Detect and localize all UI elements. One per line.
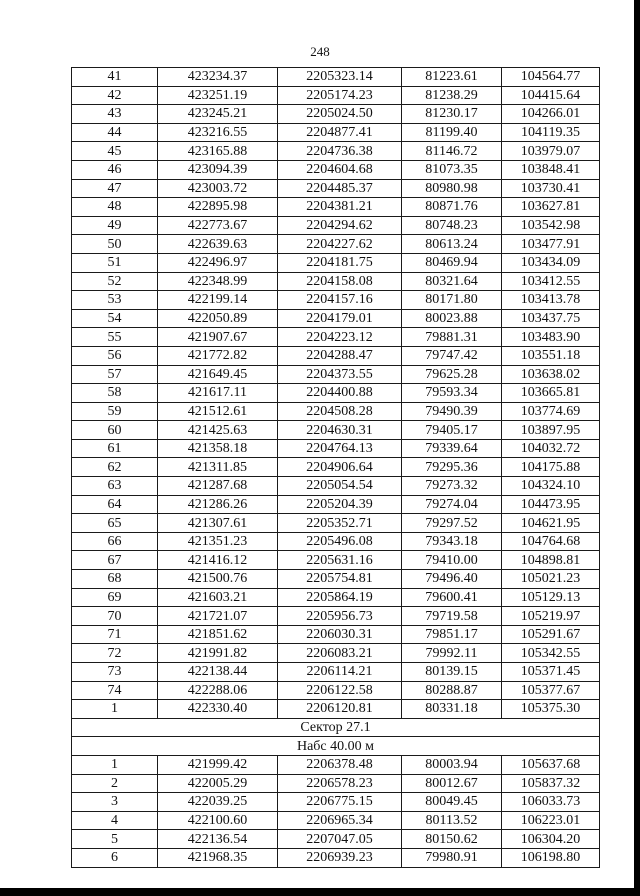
page-number: 248 xyxy=(310,44,330,59)
local-x-cell: 80321.64 xyxy=(402,272,502,291)
point-number-cell: 46 xyxy=(72,160,158,179)
coord-y-cell: 2204906.64 xyxy=(278,458,402,477)
table-row xyxy=(72,663,600,682)
table-row xyxy=(72,495,600,514)
local-y-cell: 105637.68 xyxy=(502,755,600,774)
coord-x-cell: 423094.39 xyxy=(158,160,278,179)
point-number-cell: 1 xyxy=(72,755,158,774)
local-x-cell: 79405.17 xyxy=(402,421,502,440)
table-row xyxy=(72,384,600,403)
table-row xyxy=(72,179,600,198)
local-x-cell: 81146.72 xyxy=(402,142,502,161)
point-number-cell: 5 xyxy=(72,830,158,849)
local-y-cell: 105377.67 xyxy=(502,681,600,700)
scan-edge-right xyxy=(634,0,640,896)
table-row xyxy=(72,402,600,421)
point-number-cell: 54 xyxy=(72,309,158,328)
coord-y-cell: 2205174.23 xyxy=(278,86,402,105)
local-y-cell: 104032.72 xyxy=(502,439,600,458)
point-number-cell: 1 xyxy=(72,700,158,719)
table-row xyxy=(72,86,600,105)
coord-x-cell: 421351.23 xyxy=(158,532,278,551)
local-x-cell: 81230.17 xyxy=(402,105,502,124)
local-y-cell: 103477.91 xyxy=(502,235,600,254)
point-number-cell: 58 xyxy=(72,384,158,403)
table-row xyxy=(72,309,600,328)
coord-x-cell: 423003.72 xyxy=(158,179,278,198)
coord-y-cell: 2205496.08 xyxy=(278,532,402,551)
coord-y-cell: 2204381.21 xyxy=(278,198,402,217)
local-y-cell: 105021.23 xyxy=(502,570,600,589)
local-x-cell: 80023.88 xyxy=(402,309,502,328)
point-number-cell: 51 xyxy=(72,253,158,272)
local-y-cell: 103979.07 xyxy=(502,142,600,161)
local-y-cell: 103665.81 xyxy=(502,384,600,403)
coord-x-cell: 423165.88 xyxy=(158,142,278,161)
coordinates-table xyxy=(71,67,600,868)
local-x-cell: 79496.40 xyxy=(402,570,502,589)
local-y-cell: 103897.95 xyxy=(502,421,600,440)
table-section-b xyxy=(72,755,600,867)
coord-y-cell: 2204179.01 xyxy=(278,309,402,328)
local-x-cell: 80871.76 xyxy=(402,198,502,217)
coord-y-cell: 2205204.39 xyxy=(278,495,402,514)
point-number-cell: 44 xyxy=(72,123,158,142)
coord-y-cell: 2205323.14 xyxy=(278,68,402,87)
point-number-cell: 45 xyxy=(72,142,158,161)
scan-edge-bottom xyxy=(0,888,640,896)
point-number-cell: 63 xyxy=(72,477,158,496)
point-number-cell: 59 xyxy=(72,402,158,421)
coord-x-cell: 421851.62 xyxy=(158,625,278,644)
local-x-cell: 79274.04 xyxy=(402,495,502,514)
point-number-cell: 6 xyxy=(72,848,158,867)
local-y-cell: 106198.80 xyxy=(502,848,600,867)
point-number-cell: 2 xyxy=(72,774,158,793)
local-y-cell: 103848.41 xyxy=(502,160,600,179)
local-y-cell: 104175.88 xyxy=(502,458,600,477)
local-x-cell: 80113.52 xyxy=(402,811,502,830)
point-number-cell: 43 xyxy=(72,105,158,124)
coord-y-cell: 2204157.16 xyxy=(278,291,402,310)
coord-y-cell: 2205631.16 xyxy=(278,551,402,570)
local-y-cell: 103774.69 xyxy=(502,402,600,421)
point-number-cell: 71 xyxy=(72,625,158,644)
local-y-cell: 104764.68 xyxy=(502,532,600,551)
table-row xyxy=(72,68,600,87)
point-number-cell: 64 xyxy=(72,495,158,514)
local-x-cell: 80748.23 xyxy=(402,216,502,235)
point-number-cell: 50 xyxy=(72,235,158,254)
local-y-cell: 104473.95 xyxy=(502,495,600,514)
coord-x-cell: 421416.12 xyxy=(158,551,278,570)
table-row xyxy=(72,774,600,793)
coord-y-cell: 2204485.37 xyxy=(278,179,402,198)
local-y-cell: 104324.10 xyxy=(502,477,600,496)
coord-x-cell: 421991.82 xyxy=(158,644,278,663)
table-row xyxy=(72,272,600,291)
table-row xyxy=(72,291,600,310)
coord-y-cell: 2204400.88 xyxy=(278,384,402,403)
sector-title-row xyxy=(72,718,600,737)
coord-x-cell: 422639.63 xyxy=(158,235,278,254)
local-x-cell: 79980.91 xyxy=(402,848,502,867)
local-x-cell: 80331.18 xyxy=(402,700,502,719)
coord-y-cell: 2204158.08 xyxy=(278,272,402,291)
table-row xyxy=(72,439,600,458)
local-x-cell: 80012.67 xyxy=(402,774,502,793)
local-x-cell: 81199.40 xyxy=(402,123,502,142)
coord-x-cell: 422005.29 xyxy=(158,774,278,793)
local-x-cell: 79410.00 xyxy=(402,551,502,570)
coord-x-cell: 421500.76 xyxy=(158,570,278,589)
local-y-cell: 103413.78 xyxy=(502,291,600,310)
coord-y-cell: 2207047.05 xyxy=(278,830,402,849)
point-number-cell: 74 xyxy=(72,681,158,700)
coord-x-cell: 422050.89 xyxy=(158,309,278,328)
table-row xyxy=(72,477,600,496)
table-row xyxy=(72,793,600,812)
table-row xyxy=(72,644,600,663)
coord-x-cell: 421968.35 xyxy=(158,848,278,867)
local-y-cell: 106033.73 xyxy=(502,793,600,812)
local-y-cell: 103730.41 xyxy=(502,179,600,198)
coord-y-cell: 2205956.73 xyxy=(278,607,402,626)
point-number-cell: 72 xyxy=(72,644,158,663)
point-number-cell: 49 xyxy=(72,216,158,235)
point-number-cell: 41 xyxy=(72,68,158,87)
table-row xyxy=(72,365,600,384)
coordinates-sheet xyxy=(71,67,599,868)
local-y-cell: 104564.77 xyxy=(502,68,600,87)
local-x-cell: 79851.17 xyxy=(402,625,502,644)
coord-x-cell: 421512.61 xyxy=(158,402,278,421)
coord-x-cell: 421307.61 xyxy=(158,514,278,533)
local-y-cell: 106223.01 xyxy=(502,811,600,830)
table-row xyxy=(72,607,600,626)
sector-header xyxy=(72,718,600,755)
coord-x-cell: 422288.06 xyxy=(158,681,278,700)
coord-x-cell: 422138.44 xyxy=(158,663,278,682)
table-row xyxy=(72,160,600,179)
point-number-cell: 48 xyxy=(72,198,158,217)
local-x-cell: 79490.39 xyxy=(402,402,502,421)
point-number-cell: 47 xyxy=(72,179,158,198)
local-x-cell: 80150.62 xyxy=(402,830,502,849)
table-row xyxy=(72,142,600,161)
coord-x-cell: 422496.97 xyxy=(158,253,278,272)
coord-x-cell: 421358.18 xyxy=(158,439,278,458)
coord-x-cell: 421286.26 xyxy=(158,495,278,514)
local-x-cell: 81223.61 xyxy=(402,68,502,87)
coord-x-cell: 422100.60 xyxy=(158,811,278,830)
sector-height-row xyxy=(72,737,600,756)
local-x-cell: 80980.98 xyxy=(402,179,502,198)
coord-y-cell: 2204288.47 xyxy=(278,346,402,365)
coord-y-cell: 2205352.71 xyxy=(278,514,402,533)
coord-x-cell: 421772.82 xyxy=(158,346,278,365)
coord-x-cell: 421907.67 xyxy=(158,328,278,347)
coord-y-cell: 2205864.19 xyxy=(278,588,402,607)
point-number-cell: 42 xyxy=(72,86,158,105)
point-number-cell: 53 xyxy=(72,291,158,310)
point-number-cell: 52 xyxy=(72,272,158,291)
coord-x-cell: 423245.21 xyxy=(158,105,278,124)
coord-y-cell: 2204223.12 xyxy=(278,328,402,347)
local-y-cell: 104415.64 xyxy=(502,86,600,105)
local-x-cell: 80288.87 xyxy=(402,681,502,700)
coord-x-cell: 423251.19 xyxy=(158,86,278,105)
local-x-cell: 80171.80 xyxy=(402,291,502,310)
local-y-cell: 104119.35 xyxy=(502,123,600,142)
local-y-cell: 103551.18 xyxy=(502,346,600,365)
local-y-cell: 103638.02 xyxy=(502,365,600,384)
coord-y-cell: 2206030.31 xyxy=(278,625,402,644)
point-number-cell: 70 xyxy=(72,607,158,626)
coord-x-cell: 422039.25 xyxy=(158,793,278,812)
local-x-cell: 81073.35 xyxy=(402,160,502,179)
table-row xyxy=(72,681,600,700)
table-row xyxy=(72,625,600,644)
sector-title: Сектор 27.1 xyxy=(72,718,600,737)
point-number-cell: 4 xyxy=(72,811,158,830)
table-row xyxy=(72,235,600,254)
point-number-cell: 57 xyxy=(72,365,158,384)
coord-y-cell: 2206120.81 xyxy=(278,700,402,719)
coord-y-cell: 2206965.34 xyxy=(278,811,402,830)
table-row xyxy=(72,105,600,124)
point-number-cell: 73 xyxy=(72,663,158,682)
local-y-cell: 105342.55 xyxy=(502,644,600,663)
coord-y-cell: 2204736.38 xyxy=(278,142,402,161)
coord-x-cell: 421649.45 xyxy=(158,365,278,384)
point-number-cell: 65 xyxy=(72,514,158,533)
table-row xyxy=(72,848,600,867)
local-y-cell: 104898.81 xyxy=(502,551,600,570)
coord-y-cell: 2204227.62 xyxy=(278,235,402,254)
local-x-cell: 80003.94 xyxy=(402,755,502,774)
table-row xyxy=(72,830,600,849)
local-x-cell: 79295.36 xyxy=(402,458,502,477)
local-x-cell: 79747.42 xyxy=(402,346,502,365)
local-x-cell: 79992.11 xyxy=(402,644,502,663)
coord-x-cell: 422895.98 xyxy=(158,198,278,217)
local-y-cell: 104621.95 xyxy=(502,514,600,533)
coord-y-cell: 2204630.31 xyxy=(278,421,402,440)
point-number-cell: 68 xyxy=(72,570,158,589)
local-x-cell: 80613.24 xyxy=(402,235,502,254)
table-row xyxy=(72,551,600,570)
local-y-cell: 103483.90 xyxy=(502,328,600,347)
local-x-cell: 81238.29 xyxy=(402,86,502,105)
local-y-cell: 105291.67 xyxy=(502,625,600,644)
table-row xyxy=(72,570,600,589)
point-number-cell: 55 xyxy=(72,328,158,347)
coord-x-cell: 421999.42 xyxy=(158,755,278,774)
coord-y-cell: 2205054.54 xyxy=(278,477,402,496)
local-x-cell: 79343.18 xyxy=(402,532,502,551)
coord-x-cell: 422330.40 xyxy=(158,700,278,719)
local-y-cell: 104266.01 xyxy=(502,105,600,124)
coord-x-cell: 422136.54 xyxy=(158,830,278,849)
coord-y-cell: 2204373.55 xyxy=(278,365,402,384)
point-number-cell: 62 xyxy=(72,458,158,477)
local-x-cell: 80469.94 xyxy=(402,253,502,272)
coord-x-cell: 421617.11 xyxy=(158,384,278,403)
point-number-cell: 69 xyxy=(72,588,158,607)
local-y-cell: 106304.20 xyxy=(502,830,600,849)
coord-y-cell: 2204181.75 xyxy=(278,253,402,272)
point-number-cell: 56 xyxy=(72,346,158,365)
coord-y-cell: 2205754.81 xyxy=(278,570,402,589)
local-x-cell: 79273.32 xyxy=(402,477,502,496)
coord-x-cell: 422199.14 xyxy=(158,291,278,310)
local-x-cell: 79625.28 xyxy=(402,365,502,384)
point-number-cell: 66 xyxy=(72,532,158,551)
local-x-cell: 79600.41 xyxy=(402,588,502,607)
coord-y-cell: 2204294.62 xyxy=(278,216,402,235)
local-y-cell: 105837.32 xyxy=(502,774,600,793)
local-x-cell: 79719.58 xyxy=(402,607,502,626)
table-row xyxy=(72,514,600,533)
sector-height: Набс 40.00 м xyxy=(72,737,600,756)
local-x-cell: 80139.15 xyxy=(402,663,502,682)
point-number-cell: 3 xyxy=(72,793,158,812)
local-y-cell: 105219.97 xyxy=(502,607,600,626)
table-row xyxy=(72,421,600,440)
coord-y-cell: 2206122.58 xyxy=(278,681,402,700)
local-x-cell: 80049.45 xyxy=(402,793,502,812)
coord-y-cell: 2205024.50 xyxy=(278,105,402,124)
table-row xyxy=(72,253,600,272)
local-y-cell: 105129.13 xyxy=(502,588,600,607)
coord-x-cell: 422348.99 xyxy=(158,272,278,291)
coord-y-cell: 2206114.21 xyxy=(278,663,402,682)
table-row xyxy=(72,700,600,719)
coord-y-cell: 2204508.28 xyxy=(278,402,402,421)
local-x-cell: 79881.31 xyxy=(402,328,502,347)
point-number-cell: 61 xyxy=(72,439,158,458)
table-section-a xyxy=(72,68,600,719)
coord-x-cell: 421603.21 xyxy=(158,588,278,607)
coord-x-cell: 423234.37 xyxy=(158,68,278,87)
table-row xyxy=(72,123,600,142)
table-row xyxy=(72,811,600,830)
local-x-cell: 79593.34 xyxy=(402,384,502,403)
coord-x-cell: 423216.55 xyxy=(158,123,278,142)
coord-y-cell: 2206939.23 xyxy=(278,848,402,867)
local-y-cell: 103627.81 xyxy=(502,198,600,217)
coord-y-cell: 2206378.48 xyxy=(278,755,402,774)
table-row xyxy=(72,198,600,217)
coord-y-cell: 2206775.15 xyxy=(278,793,402,812)
coord-x-cell: 421287.68 xyxy=(158,477,278,496)
table-row xyxy=(72,755,600,774)
coord-x-cell: 421425.63 xyxy=(158,421,278,440)
table-row xyxy=(72,216,600,235)
table-row xyxy=(72,588,600,607)
coord-y-cell: 2206578.23 xyxy=(278,774,402,793)
local-y-cell: 103437.75 xyxy=(502,309,600,328)
table-row xyxy=(72,458,600,477)
table-row xyxy=(72,346,600,365)
coord-y-cell: 2204604.68 xyxy=(278,160,402,179)
local-y-cell: 105375.30 xyxy=(502,700,600,719)
local-y-cell: 105371.45 xyxy=(502,663,600,682)
table-row xyxy=(72,328,600,347)
coord-y-cell: 2206083.21 xyxy=(278,644,402,663)
local-x-cell: 79297.52 xyxy=(402,514,502,533)
coord-x-cell: 421311.85 xyxy=(158,458,278,477)
coord-x-cell: 421721.07 xyxy=(158,607,278,626)
local-x-cell: 79339.64 xyxy=(402,439,502,458)
point-number-cell: 67 xyxy=(72,551,158,570)
point-number-cell: 60 xyxy=(72,421,158,440)
local-y-cell: 103434.09 xyxy=(502,253,600,272)
coord-y-cell: 2204877.41 xyxy=(278,123,402,142)
local-y-cell: 103542.98 xyxy=(502,216,600,235)
coord-x-cell: 422773.67 xyxy=(158,216,278,235)
local-y-cell: 103412.55 xyxy=(502,272,600,291)
coord-y-cell: 2204764.13 xyxy=(278,439,402,458)
table-row xyxy=(72,532,600,551)
